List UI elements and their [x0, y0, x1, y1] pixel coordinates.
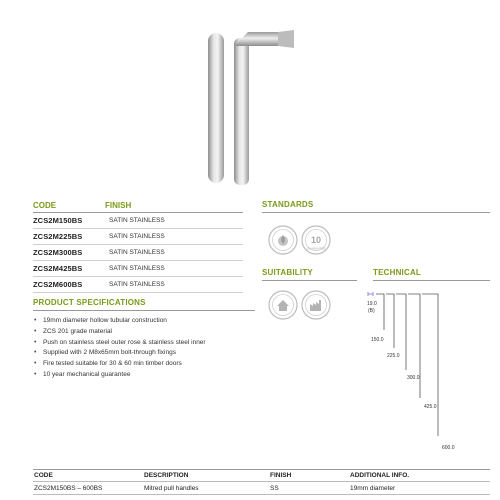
guarantee-label: GUARANTEE [306, 246, 326, 251]
list-item: • Fire tested suitable for 30 & 60 min timber doors [33, 359, 258, 370]
product-finish: SATIN STAINLESS [109, 217, 165, 224]
list-item: • Supplied with 2 M8x65mm bolt-through fixings [33, 348, 258, 359]
product-code: ZCS2M425BS [33, 264, 83, 273]
summary-table [33, 469, 490, 495]
list-item: • 19mm diameter hollow tubular construction [33, 316, 258, 327]
suitability-title: SUITABILITY [262, 268, 313, 277]
product-code: ZCS2M150BS [33, 216, 83, 225]
technical-drawing [362, 286, 484, 454]
table-row [33, 245, 243, 261]
guarantee-number: 10 [310, 235, 322, 245]
table-header [33, 198, 243, 213]
residential-badge-icon [268, 290, 298, 320]
list-item: • ZCS 201 grade material [33, 327, 258, 338]
technical-title: TECHNICAL [373, 268, 422, 277]
summary-code-header: CODE [34, 472, 53, 479]
list-item: • Push on stainless steel outer rose & stainless steel inner [33, 338, 258, 349]
product-image [190, 10, 310, 190]
summary-code: ZCS2M150BS – 600BS [34, 484, 103, 492]
product-code: ZCS2M300BS [33, 248, 83, 257]
product-specs-list [33, 316, 258, 381]
list-item: • 10 year mechanical guarantee [33, 370, 258, 381]
summary-info: 19mm diameter [350, 484, 396, 492]
product-finish: SATIN STAINLESS [109, 265, 165, 272]
product-specs-rule [33, 310, 255, 311]
product-code: ZCS2M225BS [33, 232, 83, 241]
product-specs-title: PRODUCT SPECIFICATIONS [33, 298, 146, 307]
dim-19: 19.0 [367, 301, 377, 307]
summary-info-header: ADDITIONAL INFO. [350, 472, 410, 479]
table-row [33, 213, 243, 229]
technical-rule [373, 280, 490, 281]
table-row [33, 277, 243, 293]
standards-title: STANDARDS [262, 200, 314, 209]
product-finish: SATIN STAINLESS [109, 281, 165, 288]
product-code: ZCS2M600BS [33, 280, 83, 289]
suitability-rule [262, 280, 357, 281]
summary-finish: SS [270, 484, 279, 492]
summary-finish-header: FINISH [270, 472, 292, 479]
code-header: CODE [33, 200, 57, 210]
dim-425: 425.0 [424, 404, 437, 410]
summary-table-header [33, 469, 490, 482]
table-row [33, 229, 243, 245]
fire-rated-badge-icon [268, 225, 298, 255]
finish-header: FINISH [105, 200, 132, 210]
dim-225: 225.0 [387, 353, 400, 359]
standards-rule [262, 212, 490, 213]
guarantee-badge-icon [301, 225, 331, 255]
dim-b: (B) [368, 308, 375, 314]
table-row [33, 261, 243, 277]
product-finish: SATIN STAINLESS [109, 249, 165, 256]
table-row [33, 482, 490, 495]
summary-description-header: DESCRIPTION [144, 472, 189, 479]
commercial-badge-icon [301, 290, 331, 320]
product-finish: SATIN STAINLESS [109, 233, 165, 240]
dim-150: 150.0 [371, 337, 384, 343]
product-code-table [33, 198, 243, 293]
left-handle [208, 33, 224, 183]
summary-description: Mitred pull handles [144, 484, 199, 492]
dim-300: 300.0 [407, 375, 420, 381]
right-handle [234, 30, 294, 185]
dim-600: 600.0 [442, 445, 455, 451]
